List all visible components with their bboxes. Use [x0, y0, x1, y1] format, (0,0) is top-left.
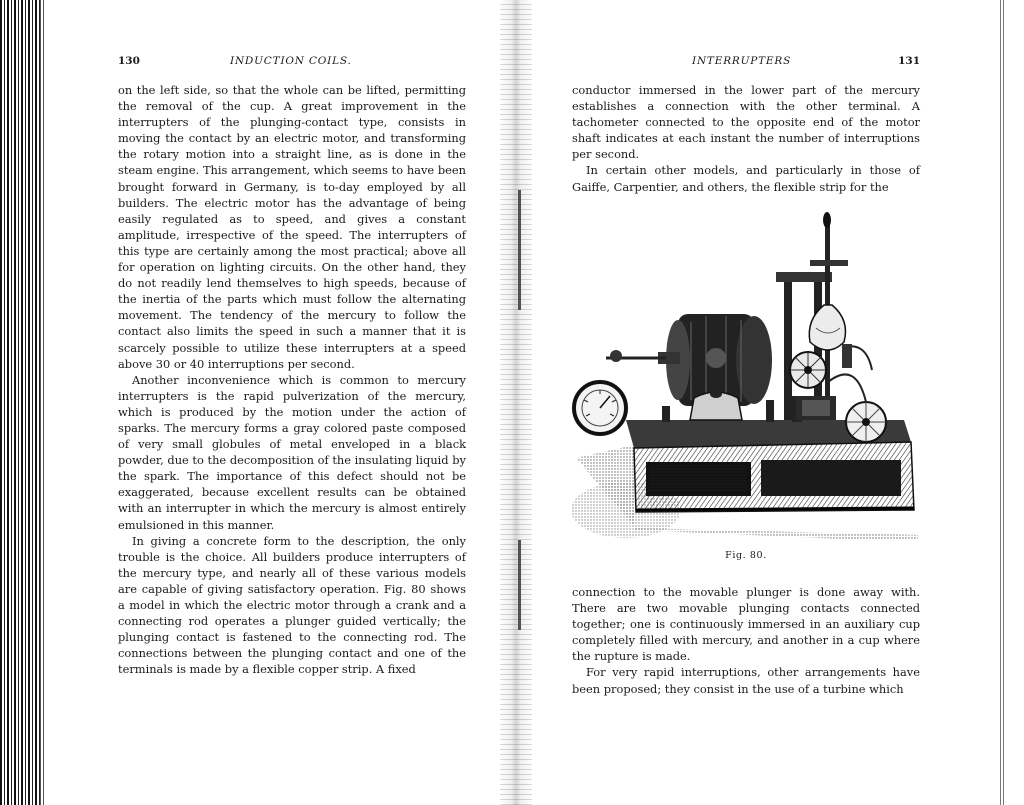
left-running-head: [118, 55, 466, 71]
figure-caption: Fig. 80.: [725, 550, 767, 561]
paragraph: Another inconvenience which is common to mercury interrupters is the rapid pulverization of the mercury, which is produced by the motion under the action of sparks. The mercury forms a gray colored paste composed of very small globules of metal enveloped in a black powder, due to the decomposition of the insulating liquid by the spark. The importance of this defect should not be exaggerated, because excellent results can be obtained with an interrupter in which the mercury is almost entirely emulsioned in this manner.: [118, 372, 466, 532]
figure-80-illustration: [566, 210, 920, 542]
right-running-title: INTERRUPTERS: [692, 55, 792, 67]
right-body-text-bottom: [572, 584, 920, 697]
right-page: [572, 0, 920, 805]
plunger-column: [784, 280, 792, 420]
paragraph: on the left side, so that the whole can be lifted, permitting the removal of the cup. A great improvement in the interrupters of the plunging-contact type, consists in moving the contact by an electric motor, and transforming the rotary motion into a straight line, as is done in the steam engine. This arrangement, which seems to have been brought forward in Germany, is to-day employed by all builders. The electric motor has the advantage of being easily regulated as to speed, and gives a constant amplitude, irrespective of the speed. The interrupters of this type are certainly among the most practical; above all for operation on lighting circuits. On the other hand, they do not readily lend themselves to high speeds, because of the inertia of the parts which must follow the alternating movement. The tendency of the mercury to follow the contact also limits the speed in such a manner that it is scarcely possible to utilize these interrupters at a speed above 30 or 40 interruptions per second.: [118, 83, 466, 371]
left-running-title: INDUCTION COILS.: [230, 55, 352, 67]
scan-edge-left: [0, 0, 40, 805]
left-body-text: [118, 82, 466, 677]
left-page-number: 130: [118, 55, 140, 67]
scan-edge-right: [1000, 0, 1006, 805]
right-running-head: [572, 55, 920, 71]
left-page: [118, 0, 466, 805]
paragraph: connection to the movable plunger is done away with. There are two movable plunging contacts connected together; one is continuously immersed in an auxiliary cup completely filled with mercury, and another in a cup where the rupture is made.: [572, 585, 920, 664]
paragraph: conductor immersed in the lower part of the mercury establishes a connection with the other terminal. A tachometer connected to the opposite end of the motor shaft indicates at each instant the number of interruptions per second.: [572, 83, 920, 162]
right-body-text-top: [572, 82, 920, 195]
paragraph: In giving a concrete form to the description, the only trouble is the choice. All builders produce interrupters of the mercury type, and nearly all of these various models are capable of giving satisfactory operation. Fig. 80 shows a model in which the electric motor through a crank and a connecting rod operates a plunger guided vertically; the plunging contact is fastened to the connecting rod. The connections between the plunging contact and one of the terminals is made by a flexible copper strip. A fixed: [118, 533, 466, 677]
book-gutter: [500, 0, 532, 805]
paragraph: For very rapid interruptions, other arrangements have been proposed; they consist in the use of a turbine which: [572, 665, 920, 696]
paragraph: In certain other models, and particularly in those of Gaiffe, Carpentier, and others, the flexible strip for the: [572, 163, 920, 194]
right-page-number: 131: [898, 55, 920, 67]
